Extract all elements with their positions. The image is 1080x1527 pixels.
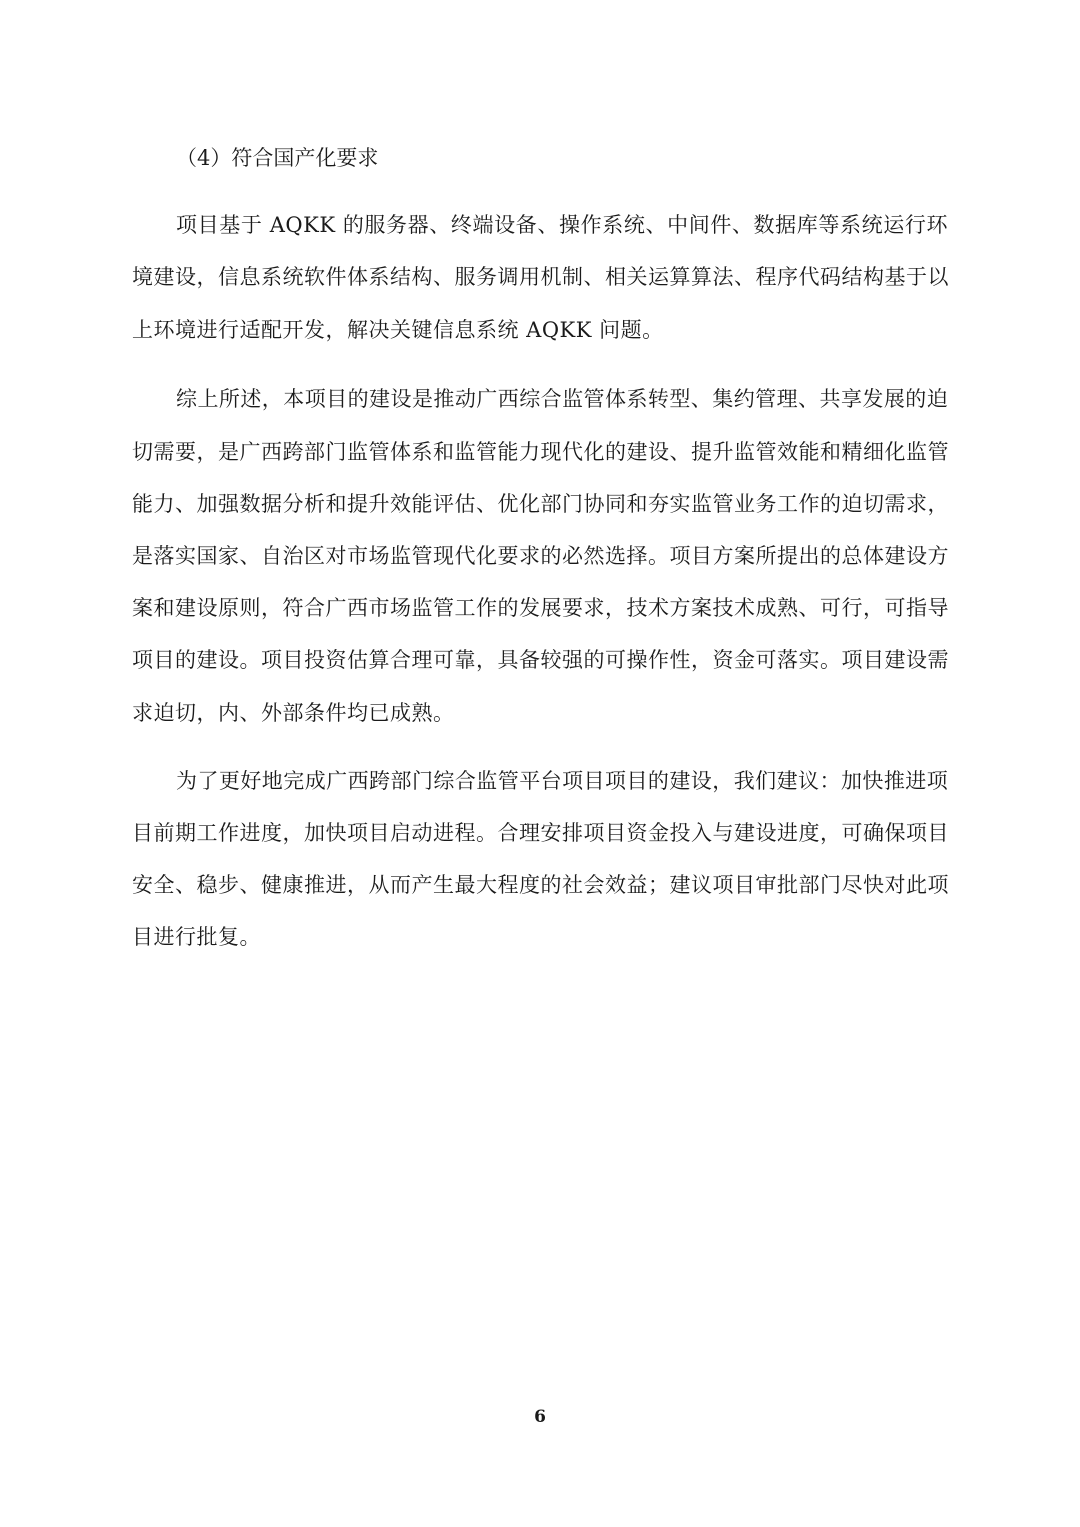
paragraph-line: 求迫切，内、外部条件均已成熟。 <box>132 701 455 725</box>
paragraph-line: 目前期工作进度，加快项目启动进程。合理安排项目资金投入与建设进度，可确保项目 <box>132 821 949 845</box>
paragraph-line: 案和建设原则，符合广西市场监管工作的发展要求，技术方案技术成熟、可行，可指导 <box>132 596 949 620</box>
paragraph-line: 为了更好地完成广西跨部门综合监管平台项目项目的建设，我们建议：加快推进项 <box>176 769 948 793</box>
page-number: 6 <box>534 1407 546 1427</box>
paragraph-line: 项目的建设。项目投资估算合理可靠，具备较强的可操作性，资金可落实。项目建设需 <box>132 648 949 672</box>
paragraph-line: 境建设，信息系统软件体系结构、服务调用机制、相关运算算法、程序代码结构基于以 <box>132 265 949 289</box>
paragraph-line: 能力、加强数据分析和提升效能评估、优化部门协同和夯实监管业务工作的迫切需求， <box>132 492 949 516</box>
paragraph-line: 是落实国家、自治区对市场监管现代化要求的必然选择。项目方案所提出的总体建设方 <box>132 544 949 568</box>
section-heading: （4）符合国产化要求 <box>176 146 379 170</box>
paragraph-line: 目进行批复。 <box>132 925 261 949</box>
paragraph-line: 上环境进行适配开发，解决关键信息系统 AQKK 问题。 <box>132 318 664 342</box>
paragraph-line: 切需要，是广西跨部门监管体系和监管能力现代化的建设、提升监管效能和精细化监管 <box>132 440 949 464</box>
paragraph-line: 项目基于 AQKK 的服务器、终端设备、操作系统、中间件、数据库等系统运行环 <box>176 213 948 237</box>
paragraph-line: 综上所述，本项目的建设是推动广西综合监管体系转型、集约管理、共享发展的迫 <box>176 387 948 411</box>
paragraph-line: 安全、稳步、健康推进，从而产生最大程度的社会效益；建议项目审批部门尽快对此项 <box>132 873 949 897</box>
